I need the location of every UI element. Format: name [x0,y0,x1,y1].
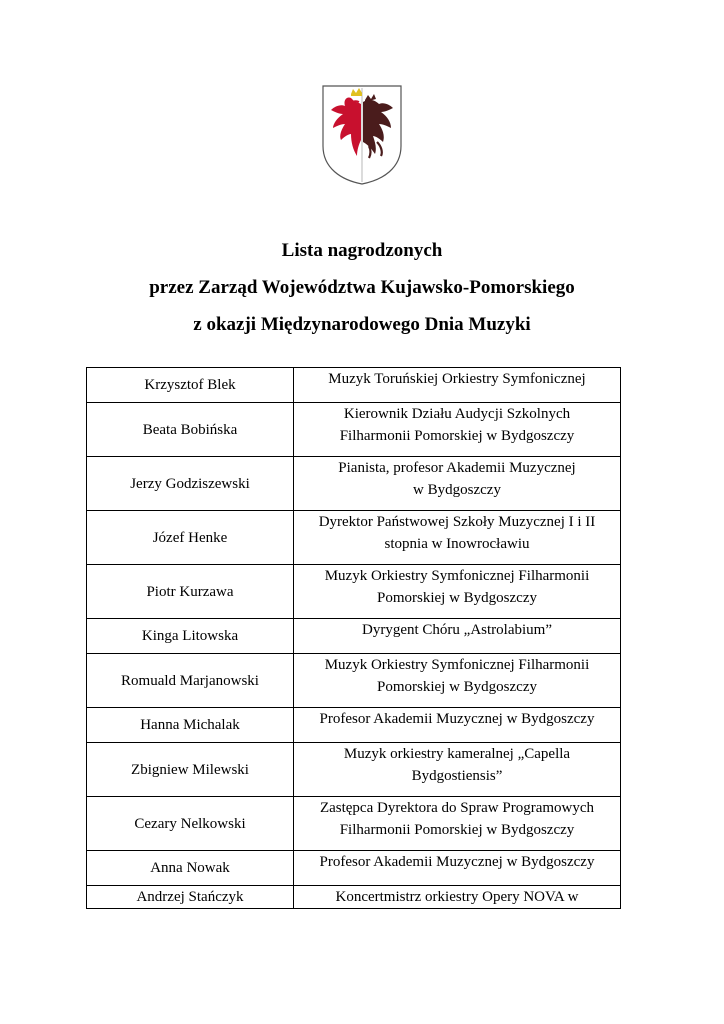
description-line: Muzyk Orkiestry Symfonicznej Filharmonii [324,568,590,584]
awardee-description [294,565,621,619]
description-line: Dyrektor Państwowej Szkoły Muzycznej I i II [318,514,596,530]
awardee-name: Jerzy Godziszewski [87,457,294,511]
table-row [87,619,621,654]
description-line: Muzyk orkiestry kameralnej „Capella [343,746,571,762]
awardee-description [294,368,621,403]
awardee-name: Józef Henke [87,511,294,565]
description-line: Bydgostiensis” [411,768,503,784]
table-row [87,457,621,511]
coat-of-arms-icon [321,84,403,186]
title-line-1: Lista nagrodzonych [281,240,443,261]
table-row [87,797,621,851]
description-line: Filharmonii Pomorskiej w Bydgoszczy [339,428,575,444]
awardee-name: Beata Bobińska [87,403,294,457]
description-line: Dyrygent Chóru „Astrolabium” [362,622,552,638]
description-line: Pomorskiej w Bydgoszczy [377,679,537,695]
awardee-description [294,886,621,909]
description-line: Kierownik Działu Audycji Szkolnych [343,406,571,422]
table-row [87,654,621,708]
awardee-name: Andrzej Stańczyk [87,886,294,909]
document-title [0,232,724,343]
awardee-description [294,403,621,457]
table-row [87,851,621,886]
table-row [87,403,621,457]
description-line: Zastępca Dyrektora do Spraw Programowych [319,800,595,816]
description-line: Pomorskiej w Bydgoszczy [377,590,537,606]
description-line: Muzyk Orkiestry Symfonicznej Filharmonii [324,657,590,673]
title-line-2: przez Zarząd Województwa Kujawsko-Pomorskiego [149,277,575,298]
awardee-description [294,457,621,511]
table-row [87,708,621,743]
awardee-description [294,511,621,565]
awardee-name: Cezary Nelkowski [87,797,294,851]
table-row [87,565,621,619]
title-line-3: z okazji Międzynarodowego Dnia Muzyki [193,314,531,335]
description-line: Koncertmistrz orkiestry Opery NOVA w [335,889,579,905]
awardee-name: Kinga Litowska [87,619,294,654]
description-line: Profesor Akademii Muzycznej w Bydgoszczy [319,711,595,727]
table-row [87,743,621,797]
table-row [87,368,621,403]
description-line: Profesor Akademii Muzycznej w Bydgoszczy [319,854,595,870]
description-line: w Bydgoszczy [413,482,501,498]
awardee-name: Hanna Michalak [87,708,294,743]
awardee-description [294,797,621,851]
awardee-description [294,654,621,708]
table-row [87,886,621,909]
awardee-name: Anna Nowak [87,851,294,886]
description-line: Pianista, profesor Akademii Muzycznej [338,460,576,476]
description-line: stopnia w Inowrocławiu [384,536,530,552]
awardees-table [86,367,621,909]
awardee-name: Krzysztof Blek [87,368,294,403]
description-line: Muzyk Toruńskiej Orkiestry Symfonicznej [328,371,586,387]
awardee-description [294,708,621,743]
awardee-name: Zbigniew Milewski [87,743,294,797]
table-row [87,511,621,565]
awardee-description [294,743,621,797]
awardee-name: Piotr Kurzawa [87,565,294,619]
description-line: Filharmonii Pomorskiej w Bydgoszczy [339,822,575,838]
awardee-name: Romuald Marjanowski [87,654,294,708]
awardee-description [294,851,621,886]
awardee-description [294,619,621,654]
